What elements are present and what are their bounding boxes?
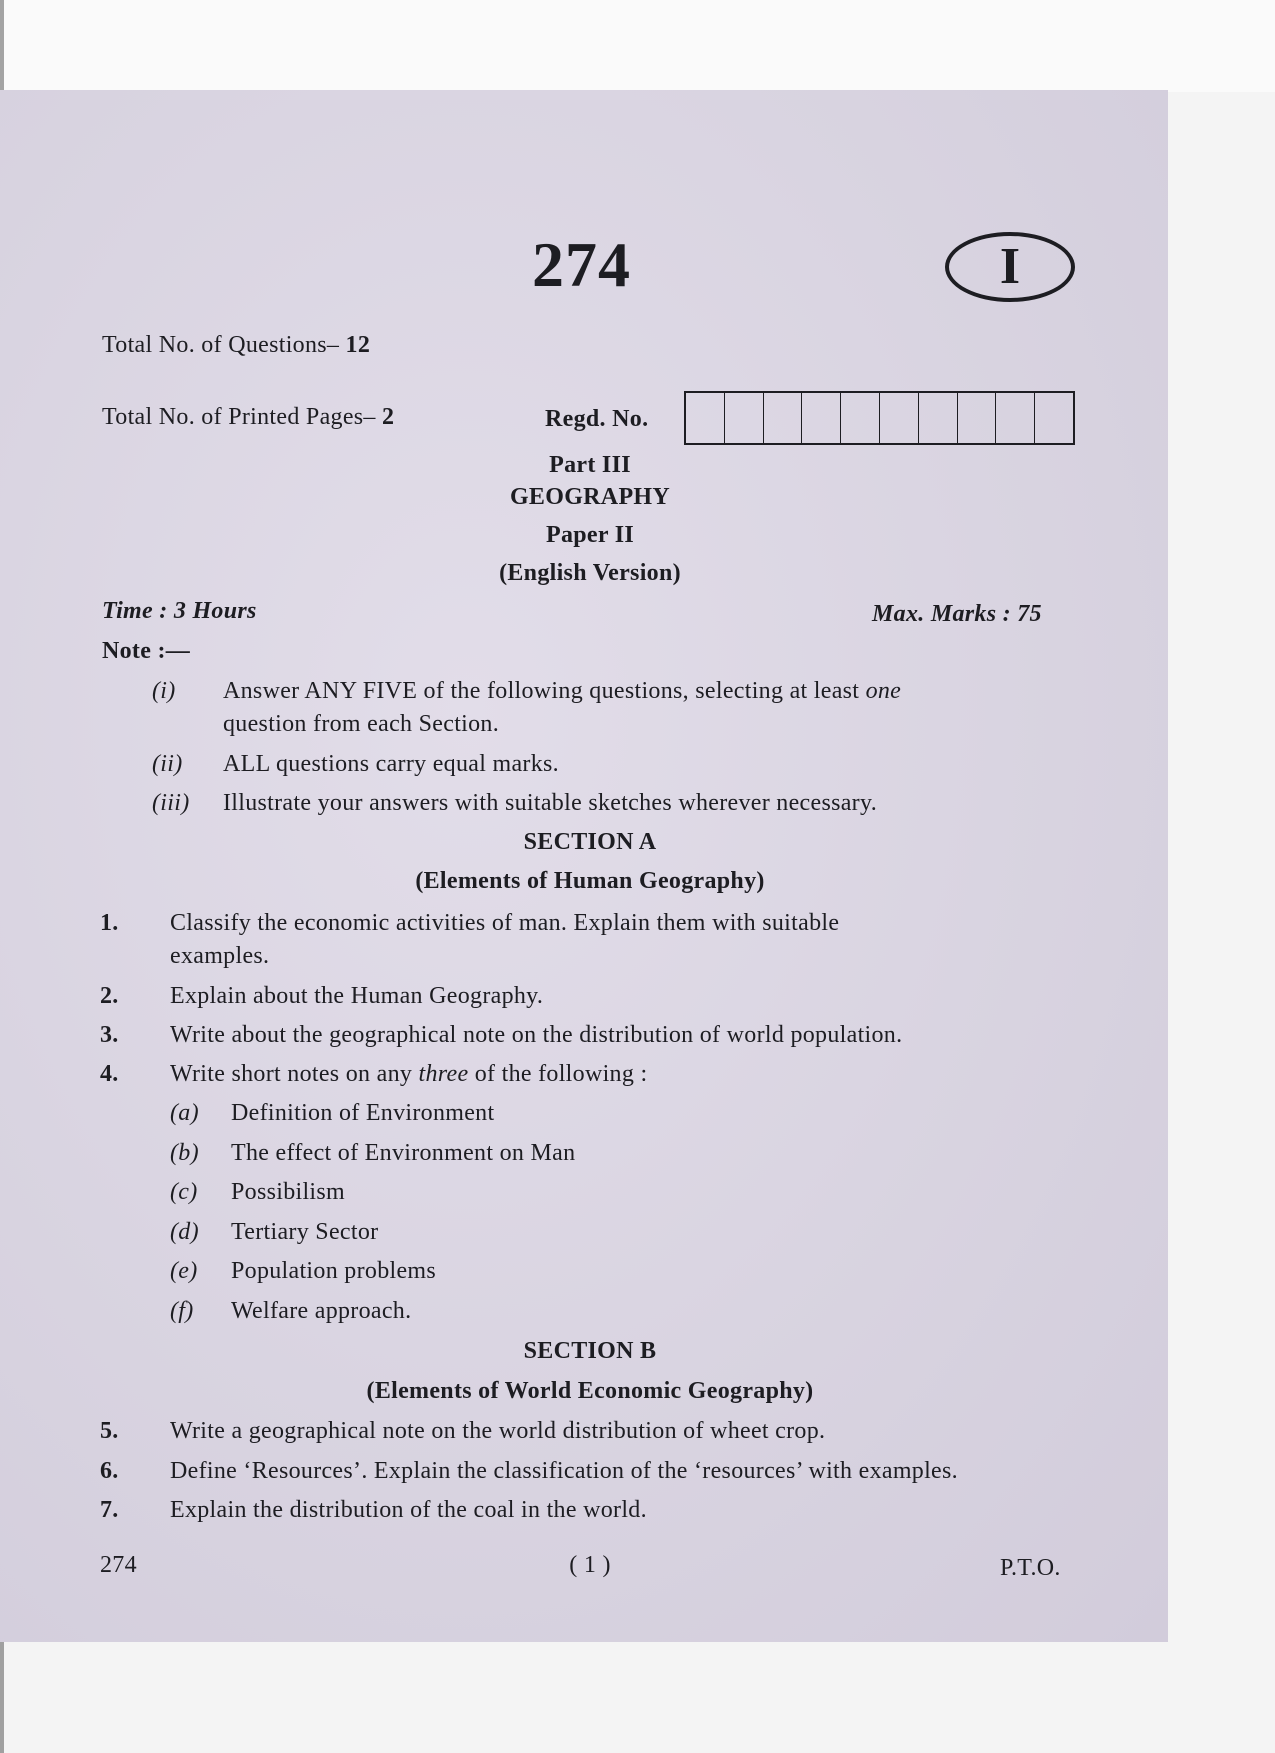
regd-no-cell[interactable]: [686, 393, 725, 443]
question-number: 3.: [100, 1022, 119, 1048]
note-num-2: (ii): [152, 751, 183, 777]
note-text-3: Illustrate your answers with suitable sketches wherever necessary.: [223, 790, 878, 816]
regd-no-cell[interactable]: [919, 393, 958, 443]
question-number: 2.: [100, 983, 119, 1009]
section-b-subheading: (Elements of World Economic Geography): [366, 1378, 814, 1404]
note-text-1-emphasis: one: [865, 678, 902, 704]
section-a-heading: SECTION A: [523, 829, 657, 855]
question-text: Explain the distribution of the coal in the world.: [170, 1497, 647, 1523]
total-pages: [102, 404, 394, 431]
question-number: 1.: [100, 910, 119, 936]
question-number: 4.: [100, 1061, 119, 1087]
question-text-cont: examples.: [170, 943, 270, 969]
sub-item-label: (b): [170, 1140, 199, 1166]
question-number: 6.: [100, 1458, 119, 1484]
question-paper-sheet: [0, 90, 1168, 1642]
sub-item-label: (d): [170, 1219, 199, 1245]
note-text-1-line2: question from each Section.: [223, 711, 500, 737]
note-text-1-line1: Answer ANY FIVE of the following questions, selecting at least: [223, 678, 866, 704]
regd-no-cell[interactable]: [880, 393, 919, 443]
paper-title: Paper II: [546, 522, 634, 548]
time-allowed: Time : 3 Hours: [102, 598, 257, 624]
regd-no-cell[interactable]: [802, 393, 841, 443]
sub-item-text: Population problems: [231, 1258, 437, 1284]
question-text: Classify the economic activities of man. Explain them with suitable: [170, 910, 840, 936]
set-code-oval: [945, 232, 1075, 302]
sub-item-label: (a): [170, 1100, 199, 1126]
q4-emphasis: three: [418, 1061, 469, 1087]
version-title: (English Version): [499, 560, 681, 586]
regd-no-boxes: [684, 391, 1075, 445]
question-text: Write a geographical note on the world distribution of wheet crop.: [170, 1418, 826, 1444]
total-questions: [102, 332, 370, 359]
paper-code: 274: [532, 229, 631, 300]
q4-pre: Write short notes on any: [170, 1061, 419, 1087]
scan-margin-top: [0, 0, 1275, 92]
question-text: Explain about the Human Geography.: [170, 983, 544, 1009]
footer-paper-code: 274: [100, 1552, 137, 1578]
set-code-label: I: [999, 238, 1021, 295]
sub-item-label: (c): [170, 1179, 198, 1205]
subject-title: GEOGRAPHY: [509, 484, 671, 510]
sub-item-label: (e): [170, 1258, 198, 1284]
total-pages-value: 2: [382, 404, 395, 430]
section-a-subheading: (Elements of Human Geography): [415, 868, 765, 894]
note-num-3: (iii): [152, 790, 190, 816]
total-questions-label: Total No. of Questions–: [102, 332, 340, 358]
question-number: 5.: [100, 1418, 119, 1444]
footer-page-number: ( 1 ): [569, 1552, 611, 1578]
question-text: [170, 1061, 647, 1088]
sub-item-text: The effect of Environment on Man: [231, 1140, 576, 1166]
question-text: Write about the geographical note on the distribution of world population.: [170, 1022, 903, 1048]
sub-item-text: Possibilism: [231, 1179, 346, 1205]
sub-item-text: Welfare approach.: [231, 1298, 412, 1324]
sub-item-text: Tertiary Sector: [231, 1219, 379, 1245]
note-num-1: (i): [152, 678, 176, 704]
total-pages-label: Total No. of Printed Pages–: [102, 404, 376, 430]
question-text: Define ‘Resources’. Explain the classification of the ‘resources’ with examples.: [170, 1458, 958, 1484]
regd-no-cell[interactable]: [841, 393, 880, 443]
note-label: Note :—: [102, 638, 191, 664]
regd-no-cell[interactable]: [996, 393, 1035, 443]
part-title: Part III: [549, 452, 631, 478]
total-questions-value: 12: [345, 332, 371, 358]
sub-item-text: Definition of Environment: [231, 1100, 495, 1126]
question-number: 7.: [100, 1497, 119, 1523]
footer-pto: P.T.O.: [1000, 1555, 1061, 1581]
section-b-heading: SECTION B: [523, 1338, 657, 1364]
regd-no-cell[interactable]: [1035, 393, 1073, 443]
regd-no-cell[interactable]: [958, 393, 997, 443]
regd-no-cell[interactable]: [725, 393, 764, 443]
regd-no-label: Regd. No.: [545, 406, 649, 432]
note-text-2: ALL questions carry equal marks.: [223, 751, 559, 777]
sub-item-label: (f): [170, 1298, 194, 1324]
note-text-1: [223, 678, 901, 705]
q4-post: of the following :: [468, 1061, 648, 1087]
max-marks: Max. Marks : 75: [872, 601, 1042, 627]
regd-no-cell[interactable]: [764, 393, 803, 443]
